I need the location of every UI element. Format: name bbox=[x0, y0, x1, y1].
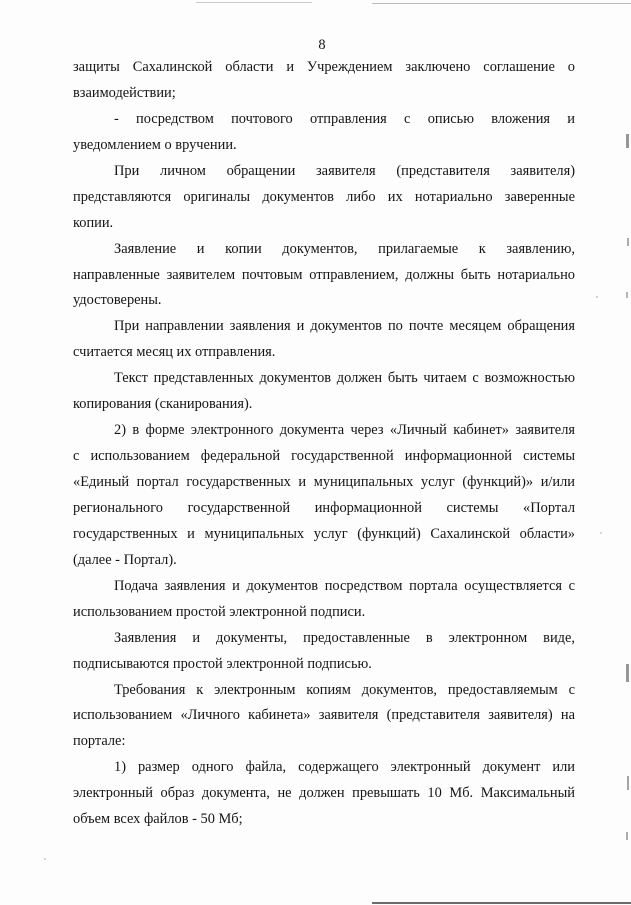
paragraph bbox=[73, 159, 575, 237]
text-line: защиты Сахалинской области и Учреждением заключено соглашение о bbox=[73, 59, 575, 75]
scan-artifact bbox=[372, 902, 631, 904]
text-line: копии. bbox=[73, 214, 114, 231]
text-line: 2) в форме электронного документа через «Личный кабинет» заявителя bbox=[114, 422, 575, 439]
text-line: Подача заявления и документов посредством портала осуществляется с bbox=[114, 577, 575, 594]
text-line: При личном обращении заявителя (представителя заявителя) bbox=[114, 162, 575, 179]
paragraph bbox=[73, 366, 575, 418]
scan-artifact bbox=[44, 858, 46, 860]
scan-artifact bbox=[626, 664, 629, 682]
page-number: 8 bbox=[318, 37, 326, 53]
text-line: объем всех файлов - 50 Мб; bbox=[73, 811, 243, 828]
scan-artifact bbox=[196, 2, 312, 3]
scan-artifact bbox=[372, 3, 631, 4]
text-line: При направлении заявления и документов по почте месяцем обращения bbox=[114, 318, 575, 335]
scan-artifact bbox=[626, 292, 628, 298]
text-line: удостоверены. bbox=[73, 292, 162, 309]
scan-artifact bbox=[627, 238, 629, 246]
text-line: использованием «Личного кабинета» заявителя (представителя заявителя) на bbox=[73, 707, 575, 724]
text-line: с использованием федеральной государственной информационной системы bbox=[73, 448, 575, 465]
paragraph bbox=[73, 574, 575, 626]
text-line: представляются оригиналы документов либо их нотариально заверенные bbox=[73, 188, 575, 205]
paragraph bbox=[73, 755, 575, 833]
text-line: Требования к электронным копиям документов, предоставляемым с bbox=[114, 681, 575, 698]
text-line: «Единый портал государственных и муниципальных услуг (функций)» и/или bbox=[73, 474, 575, 490]
scan-artifact bbox=[626, 134, 629, 148]
text-line: электронный образ документа, не должен превышать 10 Мб. Максимальный bbox=[73, 785, 575, 802]
paragraph bbox=[73, 626, 575, 678]
text-line: - посредством почтового отправления с описью вложения и bbox=[114, 110, 575, 127]
paragraph bbox=[73, 418, 575, 574]
paragraph bbox=[73, 678, 575, 756]
text-line: государственных и муниципальных услуг (функций) Сахалинской области» bbox=[73, 525, 575, 542]
text-line: считается месяц их отправления. bbox=[73, 344, 276, 361]
scan-artifact bbox=[600, 532, 602, 534]
text-line: копирования (сканирования). bbox=[73, 396, 253, 413]
paragraph bbox=[73, 55, 575, 107]
text-line: использованием простой электронной подписи. bbox=[73, 603, 366, 620]
paragraph bbox=[73, 314, 575, 366]
text-line: Заявление и копии документов, прилагаемые к заявлению, bbox=[114, 240, 575, 257]
text-line: портале: bbox=[73, 733, 126, 750]
paragraph bbox=[73, 107, 575, 159]
scan-artifact bbox=[627, 776, 629, 790]
scan-artifact bbox=[626, 832, 628, 840]
scan-artifact bbox=[596, 296, 598, 298]
text-line: взаимодействии; bbox=[73, 84, 176, 101]
paragraph bbox=[73, 237, 575, 315]
text-line: направленные заявителем почтовым отправлением, должны быть нотариально bbox=[73, 266, 575, 283]
text-line: 1) размер одного файла, содержащего электронный документ или bbox=[114, 759, 575, 776]
text-line: Текст представленных документов должен быть читаем с возможностью bbox=[114, 370, 575, 387]
text-line: Заявления и документы, предоставленные в электронном виде, bbox=[114, 629, 575, 646]
document-body bbox=[73, 55, 575, 833]
text-line: (далее - Портал). bbox=[73, 551, 177, 568]
text-line: регионального государственной информационной системы «Портал bbox=[73, 499, 575, 516]
text-line: уведомлением о вручении. bbox=[73, 136, 237, 153]
text-line: подписываются простой электронной подписью. bbox=[73, 655, 372, 672]
